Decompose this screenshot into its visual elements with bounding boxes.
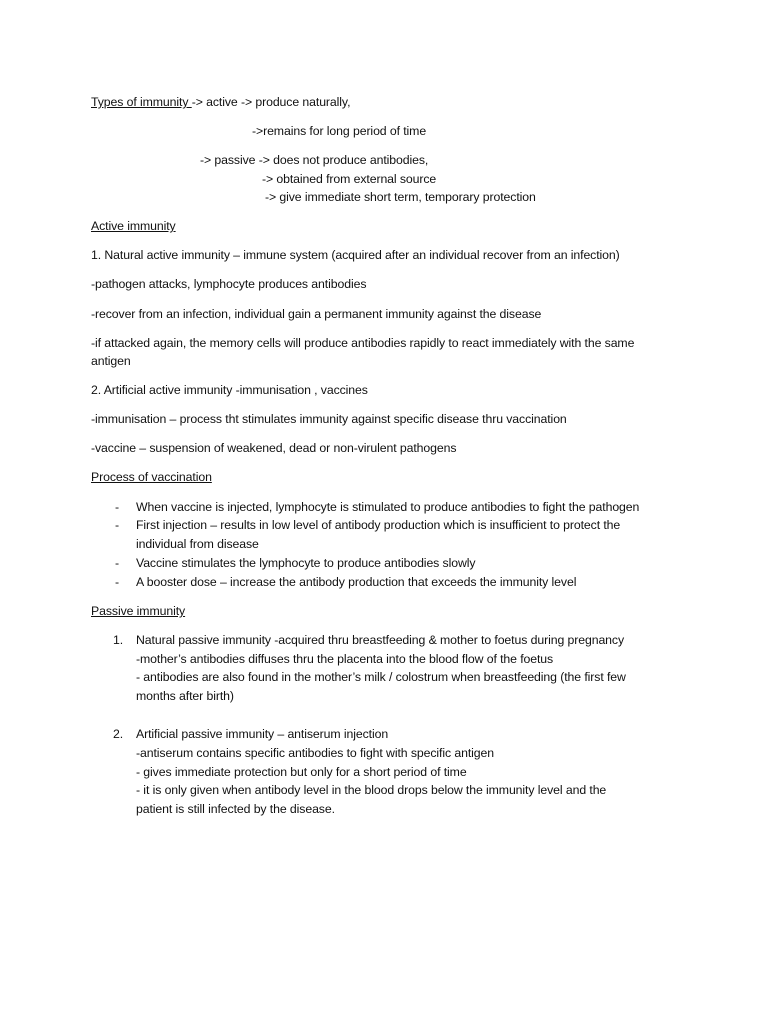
passive-item-2-line4: - it is only given when antibody level in the blood drops below the immunity level and the	[136, 783, 607, 797]
vaccination-bullet-2-line1: First injection – results in low level of antibody production which is insufficient to protect the	[136, 518, 621, 532]
active-heading: Active immunity	[91, 219, 176, 233]
active-p4-line2: antigen	[91, 354, 131, 368]
active-p5: 2. Artificial active immunity -immunisation , vaccines	[91, 383, 368, 397]
bullet-dash: -	[115, 500, 119, 514]
bullet-dash: -	[115, 518, 119, 532]
vaccination-bullet-3: Vaccine stimulates the lymphocyte to produce antibodies slowly	[136, 556, 476, 570]
passive-item-1-marker: 1.	[113, 633, 124, 647]
bullet-dash: -	[115, 575, 119, 589]
active-p3: -recover from an infection, individual gain a permanent immunity against the disease	[91, 307, 542, 321]
types-heading: Types of immunity	[91, 95, 192, 109]
types-line-1	[91, 94, 350, 110]
active-p4-line1: -if attacked again, the memory cells will produce antibodies rapidly to react immediately with the same	[91, 336, 635, 350]
passive-item-2-line1: Artificial passive immunity – antiserum injection	[136, 727, 389, 741]
passive-item-1-line1: Natural passive immunity -acquired thru breastfeeding & mother to foetus during pregnancy	[136, 633, 625, 647]
types-line-4: -> obtained from external source	[262, 172, 437, 186]
passive-item-2-line2: -antiserum contains specific antibodies to fight with specific antigen	[136, 746, 494, 760]
passive-heading: Passive immunity	[91, 604, 186, 618]
types-line-2: ->remains for long period of time	[252, 124, 427, 138]
vaccination-bullet-1: When vaccine is injected, lymphocyte is stimulated to produce antibodies to fight the pathogen	[136, 500, 640, 514]
active-p6: -immunisation – process tht stimulates immunity against specific disease thru vaccination	[91, 412, 567, 426]
types-active-text: -> active -> produce naturally,	[191, 95, 351, 109]
passive-item-2-marker: 2.	[113, 727, 124, 741]
active-p2: -pathogen attacks, lymphocyte produces antibodies	[91, 277, 367, 291]
passive-item-1-line4: months after birth)	[136, 689, 234, 703]
passive-item-1-line3: - antibodies are also found in the mother’s milk / colostrum when breastfeeding (the first few	[136, 670, 626, 684]
types-line-5: -> give immediate short term, temporary protection	[265, 190, 536, 204]
vaccination-bullet-4: A booster dose – increase the antibody production that exceeds the immunity level	[136, 575, 577, 589]
vaccination-bullet-2-line2: individual from disease	[136, 537, 259, 551]
active-p7: -vaccine – suspension of weakened, dead or non-virulent pathogens	[91, 441, 457, 455]
vaccination-heading: Process of vaccination	[91, 470, 212, 484]
types-line-3: -> passive -> does not produce antibodies,	[200, 153, 429, 167]
passive-item-2-line5: patient is still infected by the disease.	[136, 802, 335, 816]
passive-item-1-line2: -mother’s antibodies diffuses thru the placenta into the blood flow of the foetus	[136, 652, 554, 666]
passive-item-2-line3: - gives immediate protection but only for a short period of time	[136, 765, 467, 779]
bullet-dash: -	[115, 556, 119, 570]
active-p1: 1. Natural active immunity – immune system (acquired after an individual recover from an infection)	[91, 248, 620, 262]
